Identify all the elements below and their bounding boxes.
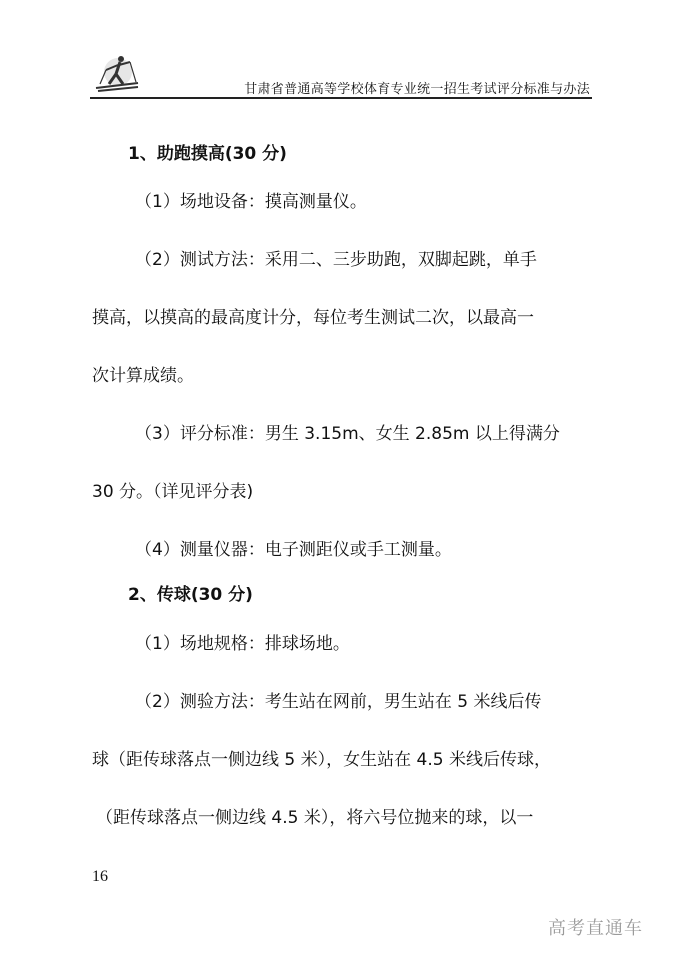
header-title: 甘肃省普通高等学校体育专业统一招生考试评分标准与办法 [244,82,590,97]
paragraph-line: 球（距传球落点一侧边线 5 米），女生站在 4.5 米线后传球， [92,750,551,770]
header-divider [90,97,592,99]
paragraph-line: （4）测量仪器：电子测距仪或手工测量。 [135,540,452,560]
paragraph-line: （1）场地规格：排球场地。 [135,634,350,654]
paragraph-line: （1）场地设备：摸高测量仪。 [135,192,367,212]
paragraph-line: （2）测试方法：采用二、三步助跑，双脚起跳，单手 [135,250,537,270]
paragraph-line: （3）评分标准：男生 3.15m、女生 2.85m 以上得满分 [135,424,560,444]
heading-run-jump-reach: 1、助跑摸高(30 分) [128,144,287,164]
paragraph-line: 30 分。（详见评分表) [92,482,254,502]
heading-pass-ball: 2、传球(30 分) [128,585,253,605]
paragraph-line: 摸高，以摸高的最高度计分，每位考生测试二次，以最高一 [92,308,534,328]
paragraph-line: 次计算成绩。 [92,366,194,386]
watermark: 高考直通车 [548,918,643,939]
paragraph-line: （距传球落点一侧边线 4.5 米），将六号位抛来的球，以一 [96,808,534,828]
skier-logo-icon [92,50,142,98]
page-number: 16 [92,868,108,885]
paragraph-line: （2）测验方法：考生站在网前，男生站在 5 米线后传 [135,692,542,712]
